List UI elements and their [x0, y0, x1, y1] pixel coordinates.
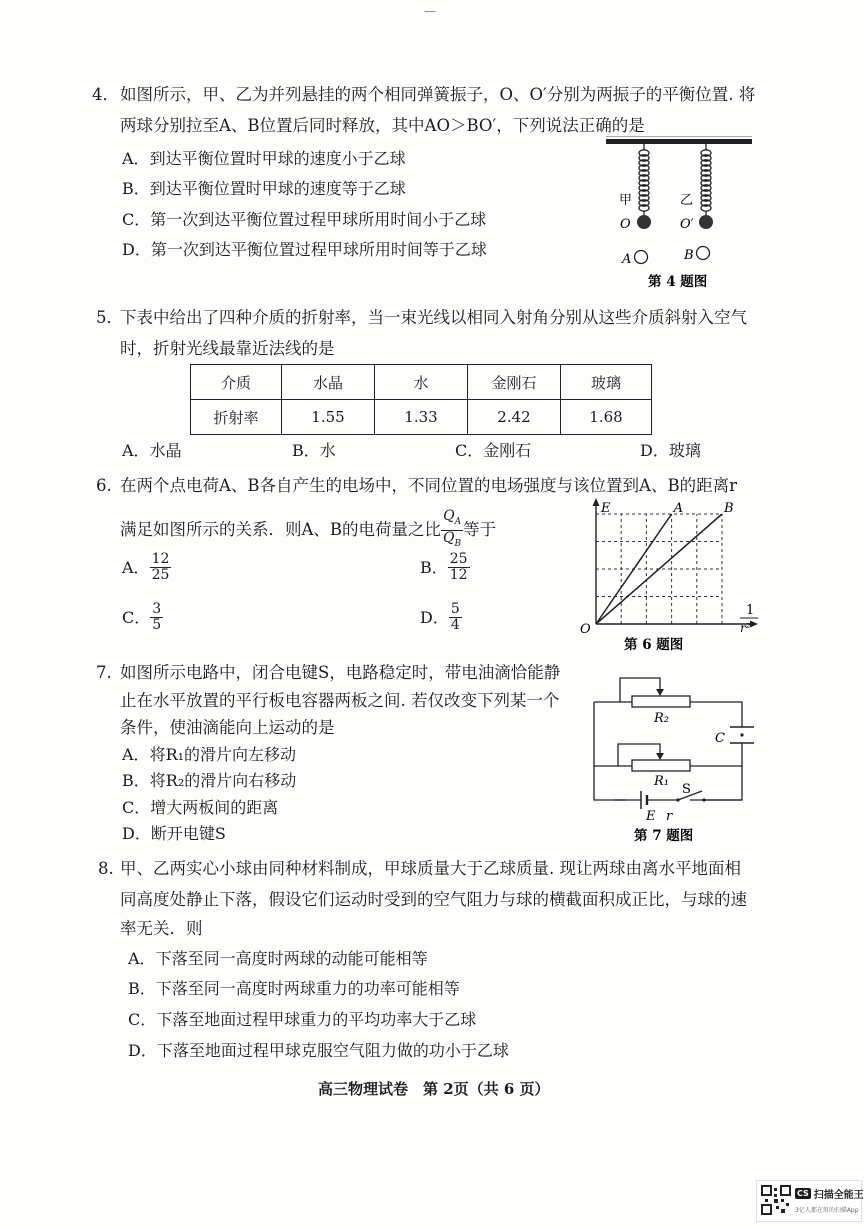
q6-line2: [120, 509, 496, 552]
label-r1: R₁: [654, 774, 669, 789]
stamp-subtitle: 3亿人都在用的扫描App: [795, 1207, 859, 1214]
option-text: 下落至同一高度时两球重力的功率可能相等: [155, 979, 460, 998]
q4-figure-springs: [600, 136, 760, 298]
option-letter: D．: [122, 824, 151, 843]
q5-option-d[interactable]: [640, 440, 701, 462]
x-axis-label-num: 1: [746, 603, 755, 618]
series-label-b: B: [724, 501, 734, 516]
q4-option-c[interactable]: [122, 209, 486, 231]
option-text: 金刚石: [483, 441, 532, 460]
option-letter: D．: [128, 1041, 157, 1060]
fraction-denominator: 12: [449, 567, 468, 583]
fraction-denominator: 5: [152, 617, 162, 633]
option-letter: D．: [640, 441, 669, 460]
fraction-numerator: $Q_A$: [441, 509, 463, 531]
table-cell: 1.55: [282, 400, 375, 435]
q5-line2: 时，折射光线最靠近法线的是: [120, 339, 335, 358]
table-cell: 水: [375, 365, 468, 400]
table-cell: 金刚石: [468, 365, 561, 400]
stamp-title: 扫描全能王: [813, 1190, 864, 1201]
resistor-r2: [632, 696, 690, 707]
q4-option-b[interactable]: [122, 178, 406, 200]
stamp-brand: [795, 1186, 864, 1201]
q6-option-d[interactable]: [420, 602, 462, 633]
q6-option-a[interactable]: [122, 552, 171, 583]
oil-droplet: [740, 733, 743, 736]
option-letter: B．: [128, 979, 156, 998]
qr-code-icon: [761, 1185, 791, 1215]
q6-option-c[interactable]: [122, 602, 163, 633]
option-text: 水晶: [149, 441, 182, 460]
q8-option-a[interactable]: [128, 948, 428, 970]
header-mark: —: [424, 4, 436, 18]
q4-figure-caption: 第 4 题图: [648, 274, 708, 290]
q8-option-b[interactable]: [128, 978, 460, 1000]
label-o-prime: O′: [680, 217, 694, 232]
spring-yi: [701, 144, 711, 216]
option-letter: B．: [420, 557, 448, 577]
q7-figure-circuit: [584, 670, 760, 848]
q7-option-b[interactable]: [122, 770, 296, 792]
q4-option-d[interactable]: [122, 239, 487, 261]
q5-line1: 下表中给出了四种介质的折射率，当一束光线以相同入射角分别从这些介质斜射入空气: [120, 308, 747, 327]
q7-option-a[interactable]: [122, 744, 296, 766]
table-row: [191, 400, 652, 435]
q8-line3: 率无关．则: [120, 919, 203, 938]
q8-option-d[interactable]: [128, 1040, 509, 1062]
table-cell: 1.33: [375, 400, 468, 435]
option-fraction: [150, 602, 163, 633]
ball-jia-equilibrium: [637, 215, 651, 229]
q6-line2-post: 等于: [463, 520, 497, 540]
option-letter: C．: [122, 210, 151, 229]
option-letter: B．: [122, 771, 150, 790]
ball-yi-position-b: [697, 247, 710, 260]
fraction-numerator: 3: [152, 601, 162, 617]
y-axis-label: E: [601, 501, 611, 516]
q6-number: 6.: [96, 476, 112, 495]
label-r: r: [666, 809, 673, 824]
table-cell: 2.42: [468, 400, 561, 435]
option-text: 水: [319, 441, 336, 460]
q5-number: 5．: [96, 308, 123, 327]
option-letter: A．: [128, 949, 156, 968]
option-fraction: [448, 552, 470, 583]
option-fraction: [150, 552, 172, 583]
scanner-stamp: [756, 1180, 862, 1222]
table-cell: 介质: [191, 365, 282, 400]
q4-line1: 如图所示，甲、乙为并列悬挂的两个相同弹簧振子，O、O′分别为两振子的平衡位置. 将: [120, 85, 756, 104]
option-text: 下落至地面过程甲球克服空气阻力做的功小于乙球: [156, 1041, 509, 1060]
label-jia: 甲: [619, 193, 633, 208]
option-letter: D．: [420, 607, 449, 627]
option-letter: B．: [292, 441, 320, 460]
origin-label: O: [580, 622, 591, 637]
ball-yi-equilibrium: [699, 215, 713, 229]
series-line-a: [596, 514, 672, 624]
fraction-numerator: 5: [450, 601, 460, 617]
option-text: 下落至同一高度时两球的动能可能相等: [155, 949, 428, 968]
option-text: 到达平衡位置时甲球的速度小于乙球: [149, 149, 406, 168]
option-letter: C．: [455, 441, 484, 460]
series-label-a: A: [673, 501, 683, 516]
resistor-r1: [632, 760, 690, 771]
fraction-numerator: 25: [449, 551, 468, 567]
q8-line1: 甲、乙两实心小球由同种材料制成，甲球质量大于乙球质量. 现让两球由离水平地面相: [120, 859, 741, 878]
x-axis-arrow: [750, 621, 758, 628]
q6-option-b[interactable]: [420, 552, 470, 583]
option-text: 第一次到达平衡位置过程甲球所用时间等于乙球: [150, 240, 487, 259]
table-row: [191, 365, 652, 400]
option-text: 第一次到达平衡位置过程甲球所用时间小于乙球: [150, 210, 487, 229]
q7-option-d[interactable]: [122, 823, 226, 845]
spring-jia: [639, 144, 649, 216]
q8-option-c[interactable]: [128, 1009, 476, 1031]
ball-jia-position-a: [635, 251, 648, 264]
q6-line2-pre: 满足如图所示的关系．则A、B的电荷量之比: [120, 520, 442, 540]
option-letter: A．: [122, 745, 150, 764]
page-footer: 高三物理试卷 第 2页（共 6 页）: [318, 1080, 550, 1098]
charge-ratio-fraction: [441, 509, 463, 552]
q6-line1: 在两个点电荷A、B各自产生的电场中，不同位置的电场强度与该位置到A、B的距离r: [120, 476, 737, 495]
q8-number: 8.: [98, 859, 114, 878]
label-o: O: [620, 217, 631, 232]
table-cell: 玻璃: [561, 365, 652, 400]
q7-line1: 如图所示电路中，闭合电键S，电路稳定时，带电油滴恰能静: [120, 663, 561, 682]
label-s: S: [682, 782, 691, 797]
fraction-denominator: 4: [450, 617, 460, 633]
q4-line2: 两球分别拉至A、B位置后同时释放，其中AO＞BO′，下列说法正确的是: [120, 116, 645, 135]
fraction-numerator: 12: [151, 551, 170, 567]
q5-option-c[interactable]: [455, 440, 531, 462]
option-letter: A．: [122, 149, 150, 168]
q7-line2: 止在水平放置的平行板电容器两板之间. 若仅改变下列某一个: [120, 691, 560, 710]
option-letter: A．: [122, 557, 150, 577]
label-e: E: [646, 809, 656, 824]
q7-option-c[interactable]: [122, 797, 278, 819]
option-text: 断开电键S: [150, 824, 226, 843]
q6-figure-chart: [574, 496, 764, 658]
q7-line3: 条件，使油滴能向上运动的是: [120, 718, 335, 737]
label-r2: R₂: [654, 711, 669, 726]
fraction-denominator: 25: [151, 567, 170, 583]
option-text: 到达平衡位置时甲球的速度等于乙球: [149, 179, 406, 198]
label-b: B: [684, 248, 694, 263]
option-fraction: [449, 602, 462, 633]
option-letter: B．: [122, 179, 150, 198]
option-text: 下落至地面过程甲球重力的平均功率大于乙球: [156, 1010, 477, 1029]
refraction-table: [190, 364, 652, 435]
label-a: A: [622, 252, 632, 267]
table-cell: 1.68: [561, 400, 652, 435]
q5-option-b[interactable]: [292, 440, 336, 462]
table-cell: 水晶: [282, 365, 375, 400]
option-letter: A．: [122, 441, 150, 460]
x-axis-label-den: r²: [740, 621, 751, 635]
y-axis-arrow: [593, 498, 600, 506]
table-cell: 折射率: [191, 400, 282, 435]
option-text: 将R₂的滑片向右移动: [149, 771, 297, 790]
q8-line2: 同高度处静止下落，假设它们运动时受到的空气阻力与球的横截面积成正比，与球的速: [120, 890, 747, 909]
q7-figure-caption: 第 7 题图: [634, 828, 694, 844]
option-text: 玻璃: [668, 441, 701, 460]
label-yi: 乙: [680, 193, 694, 208]
q4-option-a[interactable]: [122, 148, 406, 170]
q5-option-a[interactable]: [122, 440, 182, 462]
slider-r1: [656, 753, 664, 760]
option-letter: C．: [122, 607, 151, 627]
option-letter: C．: [122, 798, 151, 817]
q6-figure-caption: 第 6 题图: [624, 637, 684, 653]
fraction-denominator: $Q_B$: [443, 529, 462, 549]
option-text: 将R₁的滑片向左移动: [149, 745, 297, 764]
option-letter: C．: [128, 1010, 157, 1029]
ceiling-bar: [606, 139, 752, 144]
slider-r2: [656, 689, 664, 696]
label-c: C: [715, 731, 725, 746]
cs-badge-icon: CS: [797, 1189, 809, 1198]
option-text: 增大两板间的距离: [150, 798, 279, 817]
q4-number: 4．: [92, 85, 119, 104]
option-letter: D．: [122, 240, 151, 259]
q7-number: 7.: [96, 663, 112, 682]
